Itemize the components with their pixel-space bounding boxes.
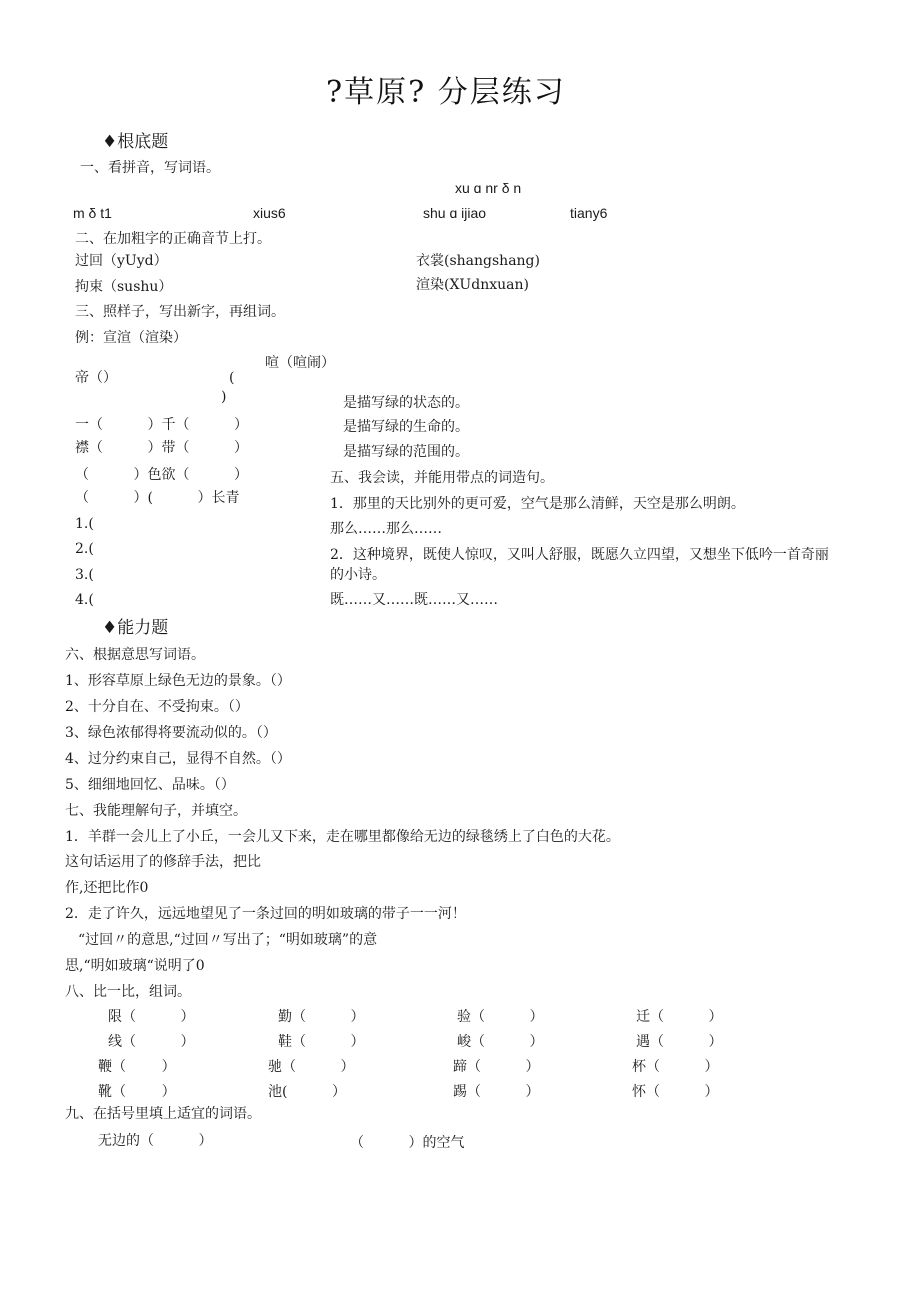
q5-heading: 五、我会读，并能用带点的词造句。 <box>330 470 554 486</box>
q1-pinyin-4: tiany6 <box>570 205 608 221</box>
q1-pinyin-top: xu ɑ nr δ n <box>455 180 522 196</box>
q5-pattern-1: 那么……那么…… <box>330 521 442 537</box>
q6-heading: 六、根据意思写词语。 <box>65 647 205 663</box>
q3-example: 例：宣渲（渲染） <box>75 330 187 346</box>
q3-blank-2: 2.( <box>75 541 94 557</box>
q8-heading: 八、比一比，组词。 <box>65 984 191 1000</box>
q2-item-4: 渲染(XUdnxuan) <box>416 277 529 293</box>
q5-sentence-2-line1: 2．这种境界，既使人惊叹，又叫人舒服，既愿久立四望，又想坐下低吟一首奇丽 <box>330 547 829 563</box>
q7-question-2-line1: “过回〃的意思,“过回〃写出了；“明如玻璃”的意 <box>78 932 378 948</box>
q3-idiom-4: （ ）( ）长青 <box>75 490 240 506</box>
q5-sentence-2-line2: 的小诗。 <box>330 567 386 583</box>
q7-question-2-line2: 思,“明如玻璃“说明了0 <box>65 958 205 974</box>
q2-heading: 二、在加粗字的正确音节上打。 <box>75 231 271 247</box>
q8-cell: 踢（ ） <box>453 1084 540 1100</box>
q3-xuan-example: 喧（喧闹） <box>265 355 335 371</box>
section-ability-heading: ♦能力题 <box>102 618 169 638</box>
q8-cell: 鞋（ ） <box>278 1034 365 1050</box>
q8-cell: 限（ ） <box>108 1009 195 1025</box>
q6-item-1: 1、形容草原上绿色无边的景象。（） <box>65 673 291 689</box>
q6-item-4: 4、过分约束自己，显得不自然。（） <box>65 751 291 767</box>
q9-item-1: 无边的（ ） <box>98 1133 213 1149</box>
q8-cell: 杯（ ） <box>632 1059 719 1075</box>
q5-sentence-1: 1．那里的天比别外的更可爱，空气是那么清鲜，天空是那么明朗。 <box>330 496 745 512</box>
q6-item-2: 2、十分自在、不受拘束。（） <box>65 699 249 715</box>
q3-idiom-1: 一（ ）千（ ） <box>75 417 249 433</box>
q1-heading: 一、看拼音，写词语。 <box>80 160 220 176</box>
q3-green-desc-1: 是描写绿的状态的。 <box>343 395 469 411</box>
q8-cell: 靴（ ） <box>98 1084 176 1100</box>
q1-pinyin-3: shu ɑ ijiao <box>423 205 487 221</box>
q3-green-desc-2: 是描写绿的生命的。 <box>343 419 469 435</box>
q9-item-2: （ ）的空气 <box>350 1135 465 1151</box>
q7-heading: 七、我能理解句子，并填空。 <box>65 803 247 819</box>
q7-question-1-line2: 作,还把比作0 <box>65 880 149 896</box>
q3-blank-3: 3.( <box>75 567 94 583</box>
q5-pattern-2: 既……又……既……又…… <box>330 592 498 608</box>
q8-cell: 鞭（ ） <box>98 1059 176 1075</box>
q8-cell: 蹄（ ） <box>453 1059 540 1075</box>
q8-cell: 遇（ ） <box>636 1034 723 1050</box>
page-title: ?草原? 分层练习 <box>326 75 566 110</box>
q3-blank-4: 4.( <box>75 592 94 608</box>
q8-cell: 线（ ） <box>108 1034 195 1050</box>
q3-di-item: 帝（） <box>75 370 117 386</box>
q3-blank-1: 1.( <box>75 516 94 532</box>
q3-paren-close: ) <box>221 389 227 405</box>
q1-pinyin-2: xius6 <box>253 205 286 221</box>
q3-idiom-3: （ ）色欲（ ） <box>75 467 249 483</box>
q7-question-1-line1: 这句话运用了的修辞手法，把比 <box>65 854 261 870</box>
q2-item-3: 拘束（sushu） <box>75 279 173 295</box>
q9-heading: 九、在括号里填上适宜的词语。 <box>65 1106 261 1122</box>
q8-cell: 驰（ ） <box>268 1059 355 1075</box>
q8-cell: 验（ ） <box>457 1009 544 1025</box>
q6-item-5: 5、细细地回忆、品味。（） <box>65 777 235 793</box>
q8-cell: 勤（ ） <box>278 1009 365 1025</box>
q8-cell: 池( ） <box>268 1084 346 1100</box>
q3-heading: 三、照样子，写出新字，再组词。 <box>75 304 285 320</box>
q8-cell: 迁（ ） <box>636 1009 723 1025</box>
q7-sentence-2: 2．走了许久，远远地望见了一条过回的明如玻璃的带子一一河！ <box>65 906 466 922</box>
q8-cell: 怀（ ） <box>632 1084 719 1100</box>
q2-item-2: 衣裳(shangshang) <box>416 253 540 269</box>
q3-green-desc-3: 是描写绿的范围的。 <box>343 444 469 460</box>
q2-item-1: 过回（yUyd） <box>75 253 168 269</box>
q3-paren-open: ( <box>229 370 235 386</box>
section-basic-heading: ♦根底题 <box>102 132 169 152</box>
q8-cell: 峻（ ） <box>457 1034 544 1050</box>
q7-sentence-1: 1．羊群一会儿上了小丘，一会儿又下来，走在哪里都像给无边的绿毯绣上了白色的大花。 <box>65 829 620 845</box>
q1-pinyin-1: m δ t1 <box>73 205 112 221</box>
q3-idiom-2: 襟（ ）带（ ） <box>75 440 249 456</box>
q6-item-3: 3、绿色浓郁得将要流动似的。（） <box>65 725 277 741</box>
